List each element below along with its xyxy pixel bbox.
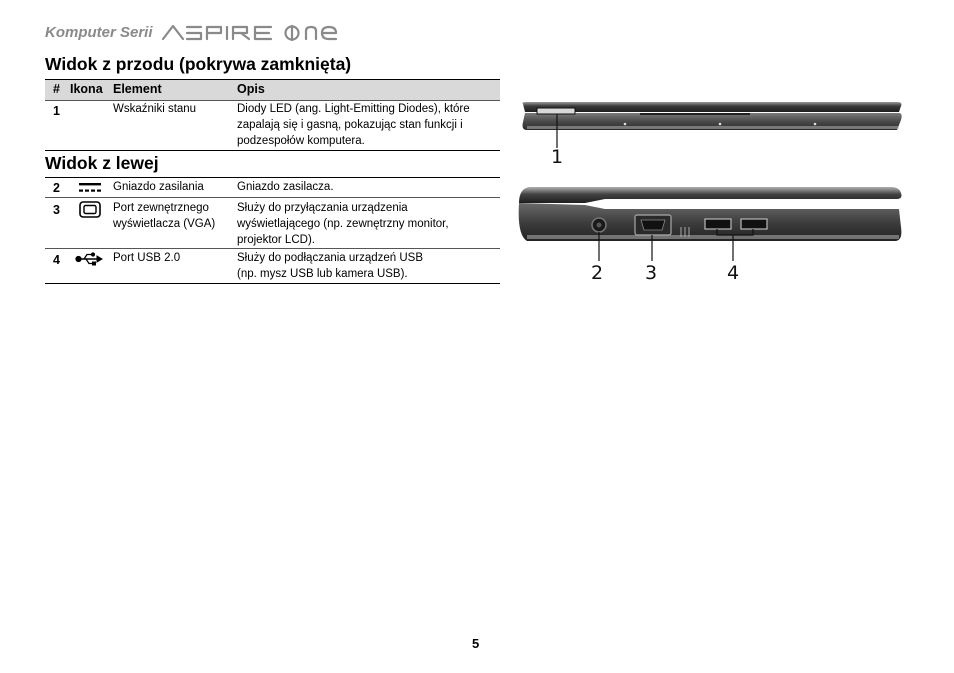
laptop-front-view-image <box>515 96 910 171</box>
row-description <box>237 250 423 282</box>
row-rule <box>45 248 500 249</box>
column-description: Opis <box>237 82 265 96</box>
callout-3: 3 <box>645 262 658 284</box>
row-description <box>237 101 470 149</box>
element-line: Port zewnętrznego <box>113 202 209 214</box>
row-number: 4 <box>53 253 60 267</box>
table-header-row <box>45 80 500 100</box>
description-line: wyświetlającego (np. zewnętrzny monitor, <box>237 218 449 230</box>
aspire-one-logo <box>161 23 346 41</box>
dc-power-icon <box>78 182 102 194</box>
section-rule <box>45 150 500 151</box>
front-view-title: Widok z przodu (pokrywa zamknięta) <box>45 54 352 74</box>
usb-icon <box>75 252 103 266</box>
table-bottom-rule <box>45 283 500 284</box>
row-number: 3 <box>53 203 60 217</box>
laptop-left-view-image <box>515 183 910 263</box>
row-rule <box>45 197 500 198</box>
row-number: 1 <box>53 104 60 118</box>
row-element <box>113 200 215 232</box>
callout-1: 1 <box>551 146 564 168</box>
description-line: Diody LED (ang. Light-Emitting Diodes), które <box>237 103 470 115</box>
monitor-vga-icon <box>79 201 101 218</box>
page-header <box>45 20 346 44</box>
row-number: 2 <box>53 181 60 195</box>
series-label: Komputer Serii <box>45 23 153 41</box>
description-line: podzespołów komputera. <box>237 135 365 147</box>
column-icon: Ikona <box>70 82 103 96</box>
description-line: Służy do przyłączania urządzenia <box>237 202 408 214</box>
element-line: wyświetlacza (VGA) <box>113 218 216 230</box>
row-description: Gniazdo zasilacza. <box>237 181 334 193</box>
row-element: Wskaźniki stanu <box>113 103 197 115</box>
description-line: projektor LCD). <box>237 234 315 246</box>
table-top-rule <box>45 177 500 178</box>
row-description <box>237 200 449 248</box>
column-element: Element <box>113 82 162 96</box>
column-number: # <box>53 82 60 96</box>
description-line: (np. mysz USB lub kamera USB). <box>237 268 408 280</box>
description-line: Służy do podłączania urządzeń USB <box>237 252 424 264</box>
row-element: Port USB 2.0 <box>113 252 181 264</box>
callout-2: 2 <box>591 262 604 284</box>
row-element: Gniazdo zasilania <box>113 181 204 193</box>
left-view-title: Widok z lewej <box>45 153 159 173</box>
page-number: 5 <box>472 636 480 651</box>
callout-4: 4 <box>727 262 740 284</box>
description-line: zapalają się i gasną, pokazując stan funkcji i <box>237 119 463 131</box>
